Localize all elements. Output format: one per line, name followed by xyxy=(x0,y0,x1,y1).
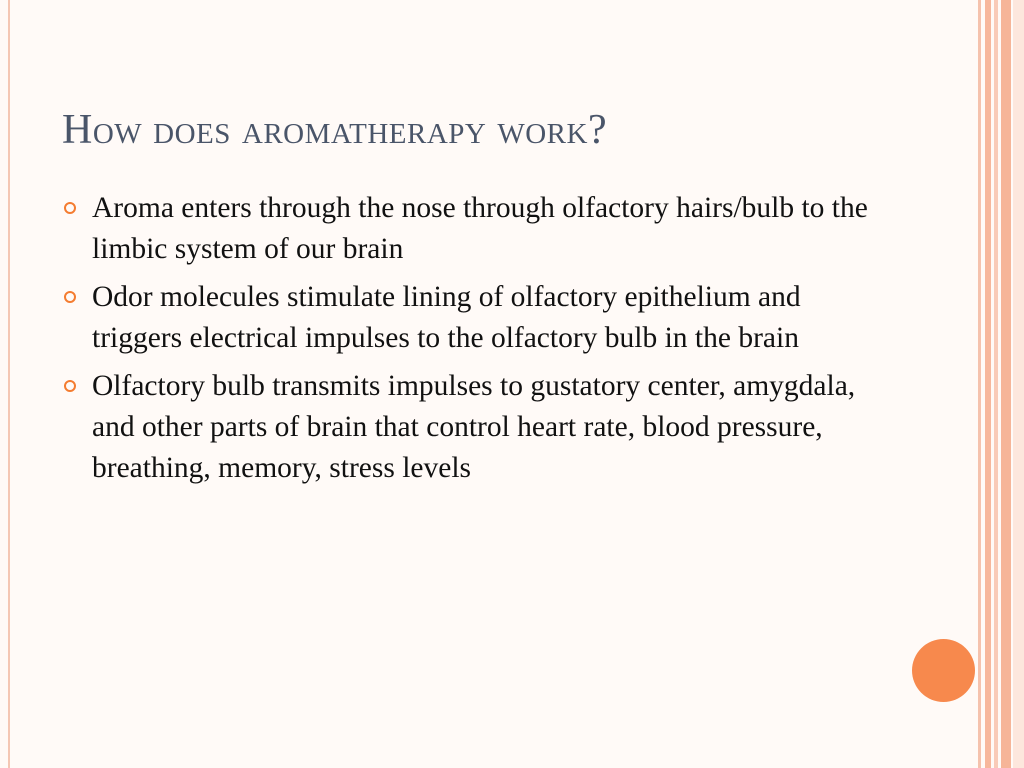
bullet-circle-icon xyxy=(64,291,76,303)
decorative-stripe xyxy=(985,0,991,768)
slide-title: How does aromatherapy work? xyxy=(62,107,608,153)
bullet-circle-icon xyxy=(64,202,76,214)
bullet-item xyxy=(62,188,892,270)
bullet-text: Olfactory bulb transmits impulses to gustatory center, amygdala, and other parts of brain that control heart rate, blood pressure, breathing, memory, stress levels xyxy=(92,370,856,484)
bullet-item xyxy=(62,277,892,359)
decorative-stripe xyxy=(994,0,998,768)
decorative-stripe xyxy=(1013,0,1024,768)
bullet-text: Aroma enters through the nose through olfactory hairs/bulb to the limbic system of our brain xyxy=(92,192,868,265)
decorative-circle xyxy=(912,639,975,702)
bullet-list xyxy=(62,188,892,496)
left-border-line xyxy=(8,0,10,768)
bullet-circle-icon xyxy=(64,380,76,392)
decorative-stripe xyxy=(978,0,981,768)
bullet-item xyxy=(62,366,892,489)
bullet-text: Odor molecules stimulate lining of olfactory epithelium and triggers electrical impulses to the olfactory bulb in the brain xyxy=(92,281,801,354)
decorative-stripe xyxy=(1001,0,1011,768)
